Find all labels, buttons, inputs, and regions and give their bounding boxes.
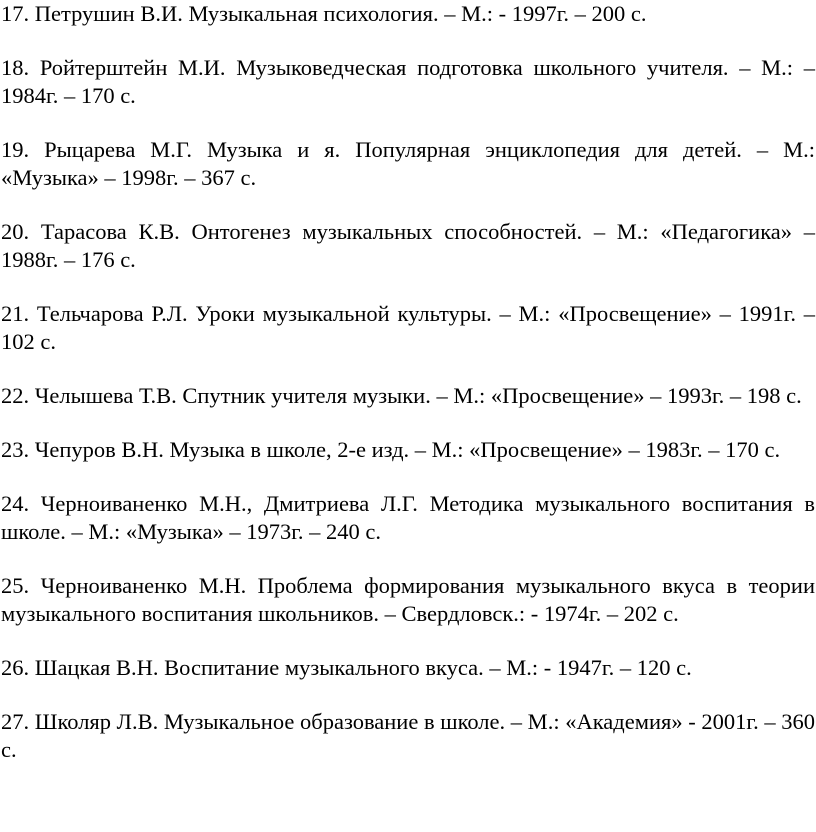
bibliography-entry-17: 17. Петрушин В.И. Музыкальная психология. – М.: - 1997г. – 200 с.: [1, 1, 647, 26]
bibliography-entry-19: 19. Рыцарева М.Г. Музыка и я. Популярная энциклопедия для детей. – М.: «Музыка» – 1998г. – 367 с.: [1, 137, 815, 190]
bibliography-entry-20: 20. Тарасова К.В. Онтогенез музыкальных способностей. – М.: «Педагогика» – 1988г. – 176 с.: [1, 219, 815, 272]
bibliography-entry-18: 18. Ройтерштейн М.И. Музыковедческая подготовка школьного учителя. – М.: – 1984г. – 170 с.: [1, 55, 815, 108]
bibliography-entry-25: 25. Черноиваненко М.Н. Проблема формирования музыкального вкуса в теории музыкального воспитания школьников. – Свердловск.: - 1974г. – 202 с.: [1, 573, 815, 626]
bibliography-entry-24: 24. Черноиваненко М.Н., Дмитриева Л.Г. Методика музыкального воспитания в школе. – М.: «Музыка» – 1973г. – 240 с.: [1, 491, 815, 544]
bibliography-entry-27: 27. Школяр Л.В. Музыкальное образование в школе. – М.: «Академия» - 2001г. – 360 с.: [1, 709, 815, 762]
bibliography-entry-26: 26. Шацкая В.Н. Воспитание музыкального вкуса. – М.: - 1947г. – 120 с.: [1, 655, 692, 680]
bibliography-entry-22: 22. Челышева Т.В. Спутник учителя музыки. – М.: «Просвещение» – 1993г. – 198 с.: [1, 383, 802, 408]
bibliography-entry-23: 23. Чепуров В.Н. Музыка в школе, 2-е изд. – М.: «Просвещение» – 1983г. – 170 с.: [1, 437, 781, 462]
bibliography-entry-21: 21. Тельчарова Р.Л. Уроки музыкальной культуры. – М.: «Просвещение» – 1991г. – 102 с.: [1, 301, 815, 354]
